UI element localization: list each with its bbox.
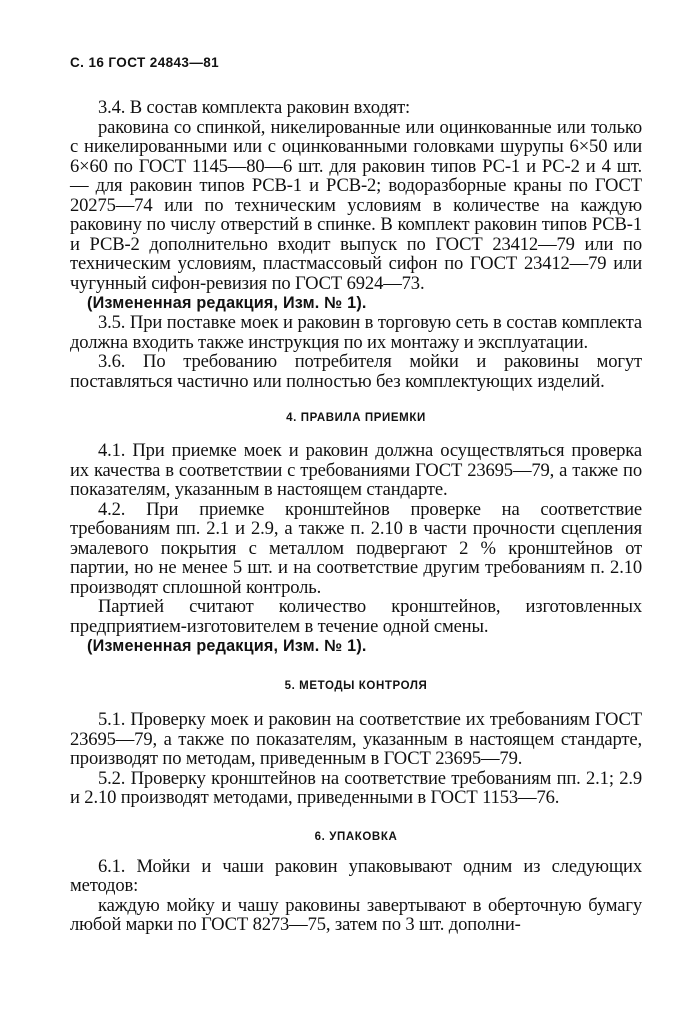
amendment-note: (Измененная редакция, Изм. № 1).	[87, 637, 367, 655]
section-title-6: 6. УПАКОВКА	[314, 830, 398, 843]
paragraph-6-1-body: каждую мойку и чашу раковины завертывают в оберточную бумагу любой марки по ГОСТ 8273—75, затем по 3 шт. дополни-	[70, 894, 642, 935]
amendment-note: (Измененная редакция, Изм. № 1).	[87, 294, 367, 312]
paragraph-6-1: 6.1. Мойки и чаши раковин упаковывают одним из следующих методов:	[70, 855, 642, 896]
paragraph-3-5: 3.5. При поставке моек и раковин в торговую сеть в состав комплекта должна входить также инструкция по их монтажу и эксплуатации.	[70, 312, 642, 353]
paragraph-5-2: 5.2. Проверку кронштейнов на соответствие требованиям пп. 2.1; 2.9 и 2.10 производят методами, приведенными в ГОСТ 1153—76.	[70, 767, 642, 808]
paragraph-4-2-party: Партией считают количество кронштейнов, изготовленных предприятием-изготовителем в течение одной смены.	[70, 596, 642, 637]
section-title-5: 5. МЕТОДЫ КОНТРОЛЯ	[284, 680, 428, 692]
paragraph-4-1: 4.1. При приемке моек и раковин должна осуществляться проверка их качества в соответствии с требованиями ГОСТ 23695—79, а также по показателям, указанным в настоящем стандарте.	[70, 440, 642, 500]
paragraph-3-4-intro: 3.4. В состав комплекта раковин входят:	[98, 97, 411, 118]
paragraph-3-4-body: раковина со спинкой, никелированные или оцинкованные или только с никелированными или с оцинкованными головками шурупы 6×50 или 6×60 по ГОСТ 1145—80—6 шт. для раковин типов РС-1 и РС-2 и 4 шт. — для раковин типов РСВ-1 и РСВ-2; водоразборные краны по ГОСТ 20275—74 или по техническим условиям в количестве на каждую раковину по числу отверстий в спинке. В комплект раковин типов РСВ-1 и РСВ-2 дополнительно входит выпуск по ГОСТ 23412—79 или по техническим условиям, пластмассовый сифон по ГОСТ 23412—79 или чугунный сифон-ревизия по ГОСТ 6924—73.	[70, 116, 642, 294]
section-title-4: 4. ПРАВИЛА ПРИЕМКИ	[286, 412, 426, 424]
paragraph-4-2: 4.2. При приемке кронштейнов проверке на соответствие требованиям пп. 2.1 и 2.9, а также п. 2.10 в части прочности сцепления эмалевого покрытия с металлом подвергают 2 % кронштейнов от партии, но не менее 5 шт. и на соответствие другим требованиям п. 2.10 производят сплошной контроль.	[70, 498, 642, 598]
document-page	[70, 54, 642, 935]
paragraph-5-1: 5.1. Проверку моек и раковин на соответствие их требованиям ГОСТ 23695—79, а также по показателям, указанным в настоящем стандарте, производят по методам, приведенным в ГОСТ 23695—79.	[70, 709, 642, 769]
paragraph-3-6: 3.6. По требованию потребителя мойки и раковины могут поставляться частично или полностью без комплектующих изделий.	[70, 351, 642, 392]
page-header: С. 16 ГОСТ 24843—81	[70, 55, 220, 70]
